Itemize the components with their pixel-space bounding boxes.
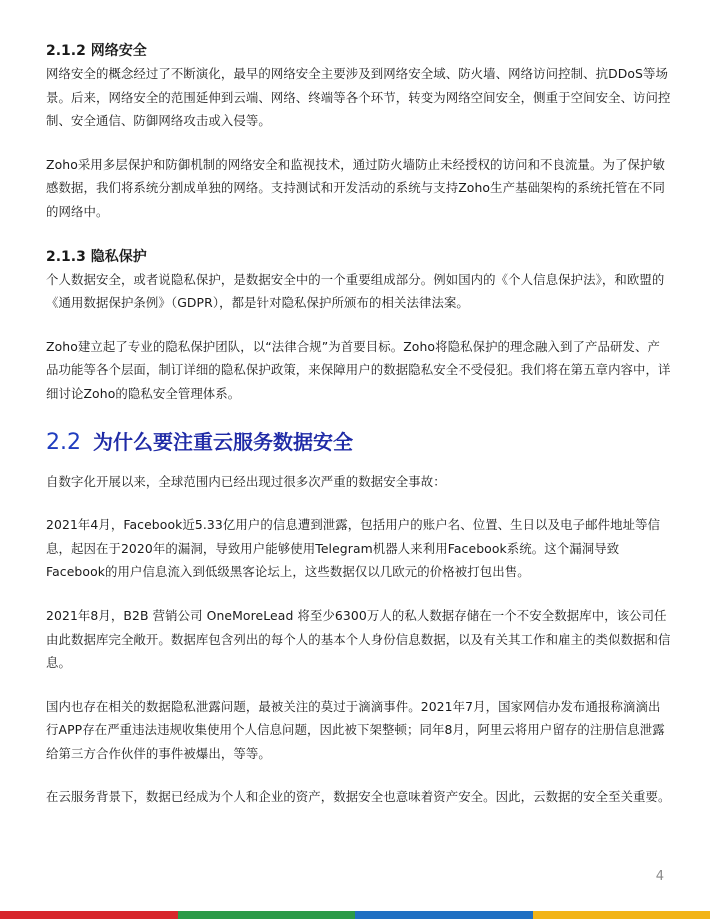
section-heading: 为什么要注重云服务数据安全 — [93, 429, 353, 454]
stripe-red — [0, 911, 178, 919]
paragraph: 2021年4月，Facebook近5.33亿用户的信息遭到泄露，包括用户的账户名、位置、生日以及电子邮件地址等信息，起因在于2020年的漏洞，导致用户能够使用Telegram机器人来利用Facebook系统。这个漏洞导致Facebook的用户信息流入到低级黑客论坛上，这些数据仅以几欧元的价格被打包出售。 — [46, 517, 661, 580]
paragraph: 自数字化开展以来，全球范围内已经出现过很多次严重的数据安全事故： — [46, 473, 446, 489]
subheading-privacy-protection: 2.1.3 隐私保护 — [46, 248, 147, 265]
page-number: 4 — [655, 869, 664, 884]
paragraph: 网络安全的概念经过了不断演化，最早的网络安全主要涉及到网络安全域、防火墙、网络访问控制、抗DDoS等场景。后来，网络安全的范围延伸到云端、网络、终端等各个环节，转变为网络空间安全，侧重于空间安全、访问控制、安全通信、防御网络攻击或入侵等。 — [46, 66, 671, 129]
section-number: 2.2 — [46, 429, 81, 455]
stripe-blue — [355, 911, 533, 919]
subheading-network-security: 2.1.2 网络安全 — [46, 43, 147, 59]
paragraph: Zoho采用多层保护和防御机制的网络安全和监视技术，通过防火墙防止未经授权的访问和不良流量。为了保护敏感数据，我们将系统分割成单独的网络。支持测试和开发活动的系统与支持Zoho生产基础架构的系统托管在不同的网络中。 — [46, 156, 665, 219]
section-title — [46, 422, 672, 462]
stripe-yellow — [533, 911, 710, 919]
paragraph: Zoho建立起了专业的隐私保护团队，以“法律合规”为首要目标。Zoho将隐私保护的理念融入到了产品研发、产品功能等各个层面，制订详细的隐私保护政策，来保障用户的数据隐私安全不受侵犯。我们将在第五章内容中，详细讨论Zoho的隐私安全管理体系。 — [46, 338, 671, 401]
page-content — [46, 40, 672, 809]
paragraph: 2021年8月，B2B 营销公司 OneMoreLead 将至少6300万人的私人数据存储在一个不安全数据库中，该公司任由此数据库完全敞开。数据库包含列出的每个人的基本个人身份信息数据，以及有关其工作和雇主的类似数据和信息。 — [46, 607, 671, 671]
paragraph: 国内也存在相关的数据隐私泄露问题，最被关注的莫过于滴滴事件。2021年7月，国家网信办发布通报称滴滴出行APP存在严重违法违规收集使用个人信息问题，因此被下架整顿；同年8月，阿里云将用户留存的注册信息泄露给第三方合作伙伴的事件被爆出，等等。 — [46, 698, 665, 761]
stripe-green — [178, 911, 356, 919]
color-stripe — [0, 911, 710, 919]
paragraph: 在云服务背景下，数据已经成为个人和企业的资产，数据安全也意味着资产安全。因此，云数据的安全至关重要。 — [46, 789, 671, 805]
paragraph: 个人数据安全，或者说隐私保护，是数据安全中的一个重要组成部分。例如国内的《个人信息保护法》，和欧盟的《通用数据保护条例》（GDPR），都是针对隐私保护所颁布的相关法律法案。 — [46, 271, 665, 311]
